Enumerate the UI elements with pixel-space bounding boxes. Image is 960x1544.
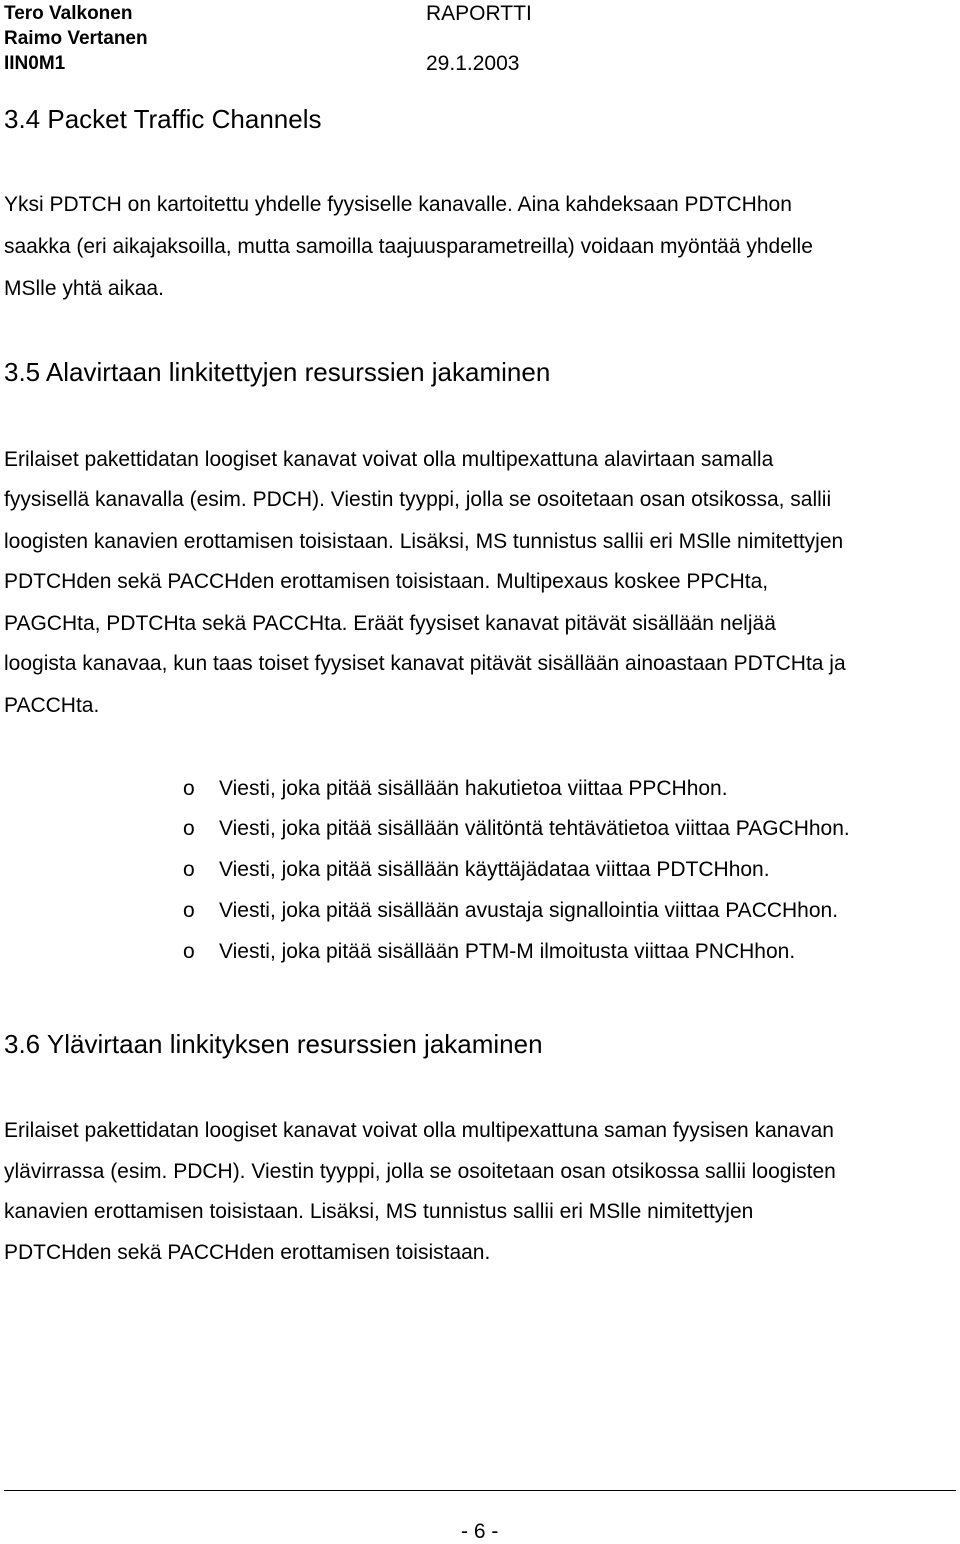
document-date: 29.1.2003 bbox=[426, 52, 520, 75]
paragraph-line: PACCHta. bbox=[4, 694, 100, 717]
document-type: RAPORTTI bbox=[426, 2, 532, 25]
bullet-marker: o bbox=[183, 858, 195, 881]
paragraph-line: fyysisellä kanavalla (esim. PDCH). Viestin tyyppi, jolla se osoitetaan osan otsikossa, sallii bbox=[4, 488, 832, 511]
section-heading-3-5: 3.5 Alavirtaan linkitettyjen resurssien jakaminen bbox=[4, 357, 551, 387]
bullet-item: Viesti, joka pitää sisällään välitöntä tehtävätietoa viittaa PAGCHhon. bbox=[219, 817, 850, 840]
paragraph-line: PAGCHta, PDTCHta sekä PACCHta. Eräät fyysiset kanavat pitävät sisällään neljää bbox=[4, 612, 776, 635]
paragraph-line: saakka (eri aikajaksoilla, mutta samoilla taajuusparametreilla) voidaan myöntää yhdelle bbox=[4, 235, 813, 258]
paragraph-line: PDTCHden sekä PACCHden erottamisen toisistaan. bbox=[4, 1241, 491, 1264]
course-code: IIN0M1 bbox=[4, 53, 66, 74]
section-heading-3-4: 3.4 Packet Traffic Channels bbox=[4, 104, 322, 134]
paragraph-line: loogisten kanavien erottamisen toisistaan. Lisäksi, MS tunnistus sallii eri MSlle nimitettyjen bbox=[4, 530, 844, 553]
bullet-item: Viesti, joka pitää sisällään PTM-M ilmoitusta viittaa PNCHhon. bbox=[219, 940, 796, 963]
footer-divider bbox=[4, 1490, 956, 1491]
bullet-item: Viesti, joka pitää sisällään avustaja signallointia viittaa PACCHhon. bbox=[219, 899, 839, 922]
author-1: Tero Valkonen bbox=[4, 3, 133, 24]
section-heading-3-6: 3.6 Ylävirtaan linkityksen resurssien jakaminen bbox=[4, 1029, 543, 1059]
bullet-marker: o bbox=[183, 817, 195, 840]
paragraph-line: PDTCHden sekä PACCHden erottamisen toisistaan. Multipexaus koskee PPCHta, bbox=[4, 570, 769, 593]
bullet-item: Viesti, joka pitää sisällään käyttäjädataa viittaa PDTCHhon. bbox=[219, 858, 770, 881]
page-number: - 6 - bbox=[461, 1520, 499, 1543]
bullet-marker: o bbox=[183, 899, 195, 922]
bullet-marker: o bbox=[183, 940, 195, 963]
paragraph-line: loogista kanavaa, kun taas toiset fyysiset kanavat pitävät sisällään ainoastaan PDTCHta ja bbox=[4, 652, 846, 675]
paragraph-line: MSlle yhtä aikaa. bbox=[4, 277, 164, 300]
bullet-item: Viesti, joka pitää sisällään hakutietoa viittaa PPCHhon. bbox=[219, 777, 728, 800]
bullet-marker: o bbox=[183, 777, 195, 800]
paragraph-line: Yksi PDTCH on kartoitettu yhdelle fyysiselle kanavalle. Aina kahdeksaan PDTCHhon bbox=[4, 193, 792, 216]
paragraph-line: ylävirrassa (esim. PDCH). Viestin tyyppi, jolla se osoitetaan osan otsikossa sallii loogisten bbox=[4, 1160, 836, 1183]
paragraph-line: Erilaiset pakettidatan loogiset kanavat voivat olla multipexattuna saman fyysisen kanavan bbox=[4, 1119, 834, 1142]
paragraph-line: Erilaiset pakettidatan loogiset kanavat voivat olla multipexattuna alavirtaan samalla bbox=[4, 448, 774, 471]
paragraph-line: kanavien erottamisen toisistaan. Lisäksi, MS tunnistus sallii eri MSlle nimitettyjen bbox=[4, 1200, 754, 1223]
author-2: Raimo Vertanen bbox=[4, 28, 148, 49]
